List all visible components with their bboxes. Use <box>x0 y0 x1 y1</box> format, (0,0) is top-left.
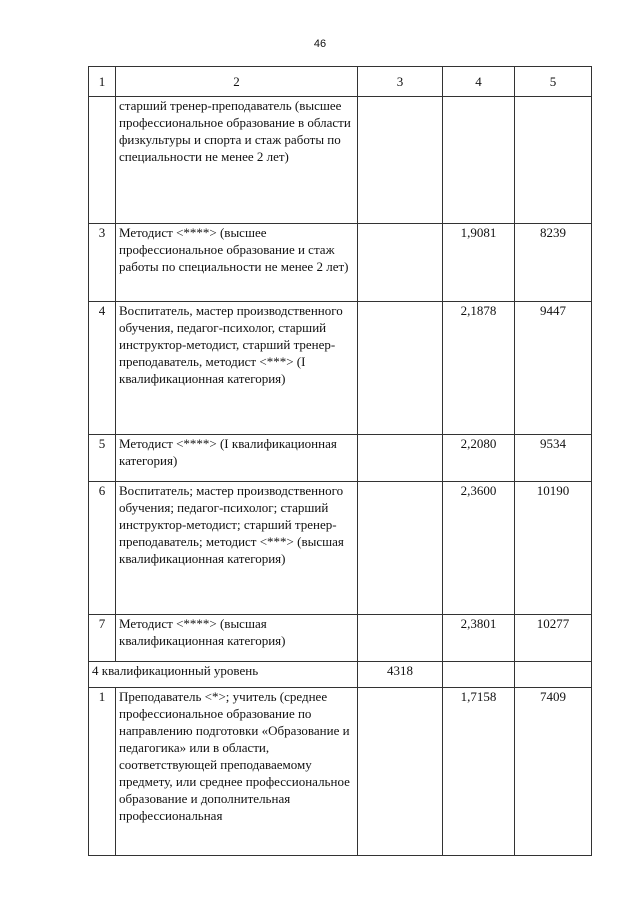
coefficient-value: 2,2080 <box>443 435 515 482</box>
qualification-level-label: 4 квалификационный уровень <box>89 662 358 688</box>
table-row <box>89 302 592 435</box>
column-header: 5 <box>515 67 592 97</box>
col3-value <box>358 615 443 662</box>
column-header: 2 <box>116 67 358 97</box>
col3-value <box>358 302 443 435</box>
table-row <box>89 224 592 302</box>
row-number <box>89 97 116 224</box>
row-number: 4 <box>89 302 116 435</box>
table-row <box>89 615 592 662</box>
page-number: 46 <box>313 38 327 50</box>
base-salary-value: 4318 <box>358 662 443 688</box>
qualification-level-row <box>89 662 592 688</box>
table-row <box>89 97 592 224</box>
table-header-row <box>89 67 592 97</box>
empty-cell <box>443 662 515 688</box>
coefficient-value: 2,3600 <box>443 482 515 615</box>
coefficient-value: 2,3801 <box>443 615 515 662</box>
row-number: 3 <box>89 224 116 302</box>
row-number: 5 <box>89 435 116 482</box>
coefficient-value: 2,1878 <box>443 302 515 435</box>
column-header: 1 <box>89 67 116 97</box>
column-header: 3 <box>358 67 443 97</box>
position-description: старший тренер-преподаватель (высшее профессиональное образование в области физкультуры и спорта и стаж работы по специальности не менее 2 лет) <box>116 97 358 224</box>
coefficient-value: 1,7158 <box>443 688 515 856</box>
salary-value: 10190 <box>515 482 592 615</box>
row-number: 6 <box>89 482 116 615</box>
table-row <box>89 688 592 856</box>
salary-value: 10277 <box>515 615 592 662</box>
col3-value <box>358 224 443 302</box>
col3-value <box>358 435 443 482</box>
pay-rates-table <box>88 66 592 856</box>
position-description: Преподаватель <*>; учитель (среднее профессиональное образование по направлению подготовки «Образование и педагогика» или в области, соответствующей преподаваемому предмету, или среднее профессиональное образование и дополнительная профессиональная <box>116 688 358 856</box>
column-header: 4 <box>443 67 515 97</box>
salary-value: 8239 <box>515 224 592 302</box>
col3-value <box>358 688 443 856</box>
position-description: Методист <****> (высшее профессиональное образование и стаж работы по специальности не менее 2 лет) <box>116 224 358 302</box>
salary-value: 9534 <box>515 435 592 482</box>
table-row <box>89 482 592 615</box>
coefficient-value <box>443 97 515 224</box>
position-description: Воспитатель; мастер производственного обучения; педагог-психолог; старший инструктор-методист; старший тренер-преподаватель; методист <***> (высшая квалификационная категория) <box>116 482 358 615</box>
salary-value <box>515 97 592 224</box>
position-description: Воспитатель, мастер производственного обучения, педагог-психолог, старший инструктор-методист, старший тренер-преподаватель, методист <***> (I квалификационная категория) <box>116 302 358 435</box>
col3-value <box>358 97 443 224</box>
row-number: 1 <box>89 688 116 856</box>
table-row <box>89 435 592 482</box>
coefficient-value: 1,9081 <box>443 224 515 302</box>
position-description: Методист <****> (высшая квалификационная категория) <box>116 615 358 662</box>
empty-cell <box>515 662 592 688</box>
row-number: 7 <box>89 615 116 662</box>
position-description: Методист <****> (I квалификационная категория) <box>116 435 358 482</box>
salary-value: 7409 <box>515 688 592 856</box>
salary-value: 9447 <box>515 302 592 435</box>
col3-value <box>358 482 443 615</box>
